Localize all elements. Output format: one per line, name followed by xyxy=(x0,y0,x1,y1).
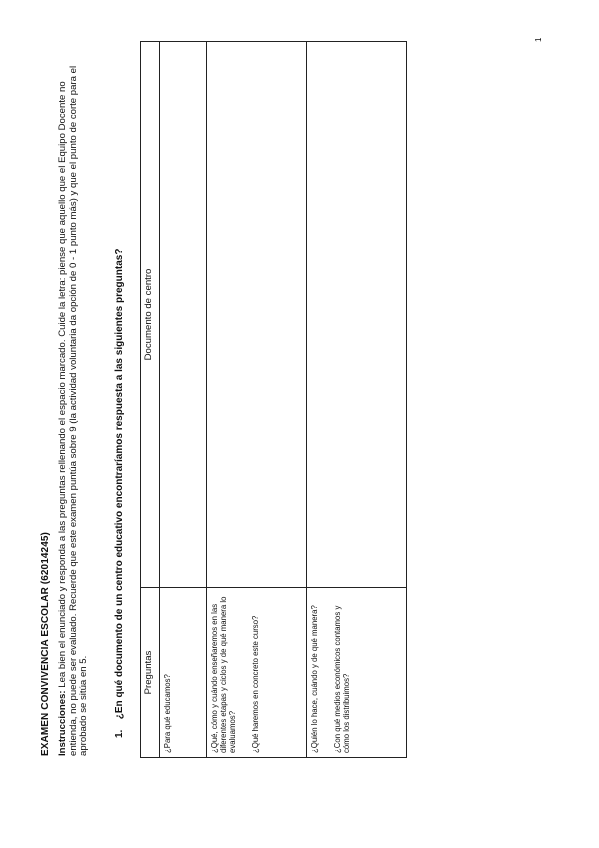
answer-cell[interactable] xyxy=(207,42,307,588)
question-cell xyxy=(160,588,207,758)
header-preguntas: Preguntas xyxy=(141,588,160,758)
answer-table xyxy=(140,41,407,758)
row-question: ¿Qué haremos en concreto este curso? xyxy=(251,615,260,753)
instructions-paragraph xyxy=(58,56,90,756)
instructions-text: Lea bien el enunciado y responda a las preguntas rellenando el espacio marcado. Cuide la letra: piense que aquello que el Equipo Docente no entienda, no puede ser evaluado. Recuerde que este examen puntúa sobre 9 (la actividad voluntaria da opción de 0 - 1 punto más) y que el punto de corte para el aprobado se sitúa en 5. xyxy=(57,65,89,756)
instructions-label: Instrucciones: xyxy=(57,690,68,756)
row-question: ¿Quién lo hace, cuándo y de qué manera? xyxy=(310,605,319,753)
question-cell xyxy=(307,588,407,758)
table-row xyxy=(207,42,307,758)
answer-cell[interactable] xyxy=(160,42,207,588)
answer-cell[interactable] xyxy=(307,42,407,588)
row-question: ¿Qué, cómo y cuándo enseñaremos en las diferentes etapas y ciclos y de qué manera lo evaluamos? xyxy=(210,596,237,753)
question-number: 1. xyxy=(114,729,125,738)
exam-title: EXAMEN CONVIVENCIA ESCOLAR (62014245) xyxy=(40,532,51,756)
question-cell xyxy=(207,588,307,758)
table-header-row xyxy=(141,42,160,758)
question-1 xyxy=(114,249,125,738)
table-row xyxy=(160,42,207,758)
row-question: ¿Con qué medios económicos contamos y cómo los distribuimos? xyxy=(333,605,351,753)
page-number: 1 xyxy=(534,37,543,42)
header-documento-centro: Documento de centro xyxy=(141,42,160,588)
table-row xyxy=(307,42,407,758)
question-text: ¿En qué documento de un centro educativo encontraríamos respuesta a las siguientes preguntas? xyxy=(114,248,125,720)
row-question: ¿Para qué educamos? xyxy=(163,674,172,753)
